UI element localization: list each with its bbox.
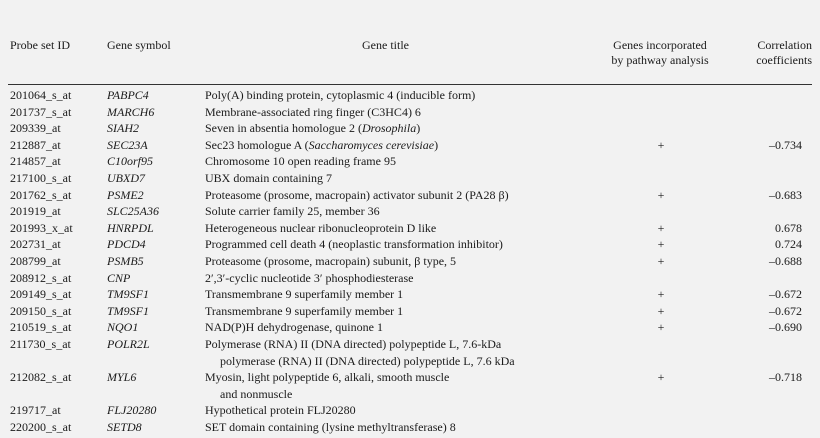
gene-title: polymerase (RNA) II (DNA directed) polypeptide L, 7.6 kDa bbox=[220, 353, 515, 368]
header-gene-title: Gene title bbox=[362, 38, 409, 52]
gene-title: UBX domain containing 7 bbox=[205, 171, 332, 185]
gene-symbol: TM9SF1 bbox=[107, 287, 149, 302]
table-row bbox=[0, 187, 820, 203]
table-row bbox=[0, 270, 820, 286]
correlation-coefficient: –0.718 bbox=[769, 370, 802, 385]
gene-symbol: UBXD7 bbox=[107, 171, 145, 185]
correlation-coefficient: –0.683 bbox=[769, 187, 802, 202]
gene-title: Proteasome (prosome, macropain) subunit, β type, 5 bbox=[205, 254, 457, 268]
header-correlation-line1: Correlation bbox=[757, 38, 812, 52]
correlation-coefficient: –0.672 bbox=[769, 303, 802, 318]
gene-symbol: C10orf95 bbox=[107, 154, 154, 169]
table-row bbox=[0, 402, 820, 418]
gene-symbol: FLJ20280 bbox=[107, 403, 157, 418]
gene-symbol: HNRPDL bbox=[107, 220, 154, 235]
table-row bbox=[0, 104, 820, 120]
probe-set-id: 202731_at bbox=[10, 237, 61, 252]
table-row bbox=[0, 87, 820, 103]
gene-symbol: SETD8 bbox=[107, 420, 142, 434]
table-row bbox=[0, 170, 820, 186]
pathway-marker: + bbox=[657, 370, 665, 385]
probe-set-id: 208912_s_at bbox=[10, 270, 72, 285]
table-row bbox=[0, 419, 820, 435]
probe-set-id: 217100_s_at bbox=[10, 171, 72, 185]
probe-set-id: 211730_s_at bbox=[10, 337, 71, 351]
gene-symbol: MYL6 bbox=[107, 370, 137, 385]
gene-title: Poly(A) binding protein, cytoplasmic 4 (inducible form) bbox=[205, 88, 476, 102]
gene-title: Solute carrier family 25, member 36 bbox=[205, 204, 380, 219]
gene-symbol: SIAH2 bbox=[107, 121, 139, 136]
probe-set-id: 209150_s_at bbox=[10, 303, 72, 318]
pathway-marker: + bbox=[657, 220, 665, 235]
table-row bbox=[0, 303, 820, 319]
pathway-marker: + bbox=[657, 287, 665, 302]
gene-title: Myosin, light polypeptide 6, alkali, smooth muscle bbox=[205, 370, 450, 385]
gene-title: and nonmuscle bbox=[220, 386, 293, 401]
gene-symbol: SLC25A36 bbox=[107, 204, 160, 219]
header-pathway-line1: Genes incorporated bbox=[613, 38, 707, 52]
table-row bbox=[0, 253, 820, 269]
gene-title: Hypothetical protein FLJ20280 bbox=[205, 403, 356, 418]
gene-title: Chromosome 10 open reading frame 95 bbox=[205, 154, 396, 169]
table-row-continuation bbox=[0, 353, 820, 369]
pathway-marker: + bbox=[657, 137, 665, 152]
gene-symbol: PABPC4 bbox=[107, 88, 149, 102]
pathway-marker: + bbox=[657, 254, 665, 268]
table-row bbox=[0, 203, 820, 219]
pathway-marker: + bbox=[657, 320, 665, 335]
probe-set-id: 212887_at bbox=[10, 137, 61, 152]
correlation-coefficient: –0.688 bbox=[769, 254, 802, 268]
probe-set-id: 208799_at bbox=[10, 254, 61, 268]
gene-symbol: SEC23A bbox=[107, 137, 148, 152]
probe-set-id: 201737_s_at bbox=[10, 104, 72, 119]
gene-title: Programmed cell death 4 (neoplastic transformation inhibitor) bbox=[205, 237, 503, 252]
table-row bbox=[0, 236, 820, 252]
gene-title: SET domain containing (lysine methyltransferase) 8 bbox=[205, 420, 456, 434]
pathway-marker: + bbox=[657, 303, 665, 318]
gene-symbol: NQO1 bbox=[107, 320, 139, 335]
table-row bbox=[0, 319, 820, 335]
header-gene-symbol: Gene symbol bbox=[107, 38, 171, 52]
gene-symbol: POLR2L bbox=[107, 337, 150, 351]
gene-symbol: PDCD4 bbox=[107, 237, 146, 252]
probe-set-id: 214857_at bbox=[10, 154, 61, 169]
probe-set-id: 201919_at bbox=[10, 204, 61, 219]
gene-title: Polymerase (RNA) II (DNA directed) polypeptide L, 7.6-kDa bbox=[205, 337, 502, 351]
gene-title: Heterogeneous nuclear ribonucleoprotein D like bbox=[205, 220, 437, 235]
probe-set-id: 212082_s_at bbox=[10, 370, 72, 385]
gene-title: Transmembrane 9 superfamily member 1 bbox=[205, 287, 404, 302]
gene-title: Membrane-associated ring finger (C3HC4) 6 bbox=[205, 104, 421, 119]
probe-set-id: 201762_s_at bbox=[10, 187, 72, 202]
gene-title: 2′,3′-cyclic nucleotide 3′ phosphodiesterase bbox=[205, 270, 414, 285]
table-row-continuation bbox=[0, 386, 820, 402]
header-correlation-line2: coefficients bbox=[756, 53, 812, 67]
pathway-marker: + bbox=[657, 237, 665, 252]
table-row bbox=[0, 220, 820, 236]
table-row bbox=[0, 369, 820, 385]
correlation-coefficient: –0.734 bbox=[769, 137, 802, 152]
probe-set-id: 209339_at bbox=[10, 121, 61, 136]
gene-title: Seven in absentia homologue 2 (Drosophila) bbox=[205, 121, 421, 136]
probe-set-id: 209149_s_at bbox=[10, 287, 72, 302]
gene-title: Sec23 homologue A (Saccharomyces cerevisiae) bbox=[205, 137, 439, 152]
probe-set-id: 210519_s_at bbox=[10, 320, 72, 335]
gene-symbol: MARCH6 bbox=[107, 104, 155, 119]
gene-symbol: TM9SF1 bbox=[107, 303, 149, 318]
table-row bbox=[0, 137, 820, 153]
probe-set-id: 201993_x_at bbox=[10, 220, 73, 235]
correlation-coefficient: 0.724 bbox=[775, 237, 802, 252]
probe-set-id: 219717_at bbox=[10, 403, 61, 418]
gene-symbol: PSME2 bbox=[107, 187, 144, 202]
correlation-coefficient: –0.672 bbox=[769, 287, 802, 302]
table-row bbox=[0, 120, 820, 136]
table-row bbox=[0, 153, 820, 169]
gene-title: Transmembrane 9 superfamily member 1 bbox=[205, 303, 404, 318]
gene-title: Proteasome (prosome, macropain) activator subunit 2 (PA28 β) bbox=[205, 187, 509, 202]
probe-set-id: 220200_s_at bbox=[10, 420, 72, 434]
pathway-marker: + bbox=[657, 187, 665, 202]
correlation-coefficient: 0.678 bbox=[775, 220, 802, 235]
correlation-coefficient: –0.690 bbox=[769, 320, 802, 335]
header-rule bbox=[8, 84, 812, 85]
table-row bbox=[0, 336, 820, 352]
header-pathway-line2: by pathway analysis bbox=[611, 53, 709, 67]
gene-symbol: PSMB5 bbox=[107, 254, 144, 268]
gene-symbol: CNP bbox=[107, 270, 131, 285]
gene-title: NAD(P)H dehydrogenase, quinone 1 bbox=[205, 320, 383, 335]
header-probe-set-id: Probe set ID bbox=[10, 38, 70, 52]
probe-set-id: 201064_s_at bbox=[10, 88, 72, 102]
table-row bbox=[0, 286, 820, 302]
